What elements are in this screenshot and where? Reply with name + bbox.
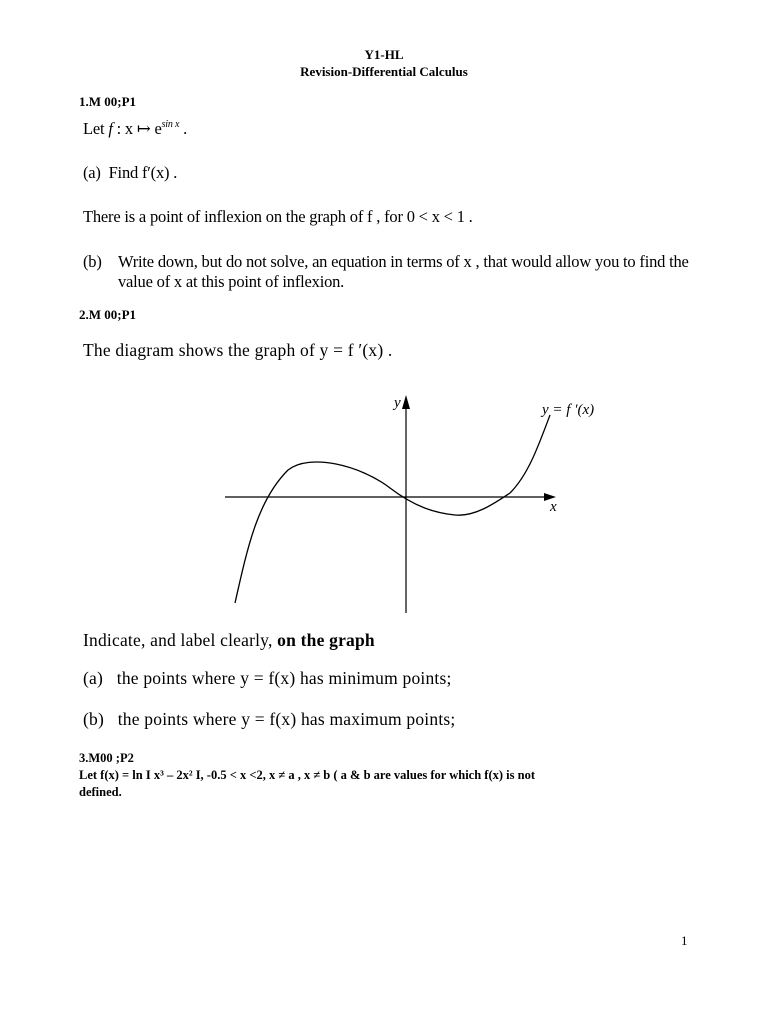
derivative-curve — [235, 415, 550, 603]
q1-part-b-line1: Write down, but do not solve, an equation in terms of x , that would allow you to find the — [118, 252, 689, 271]
derivative-graph — [210, 385, 610, 620]
q2-part-b-text: the points where y = f(x) has maximum points; — [117, 709, 456, 729]
x-axis-label: x — [550, 499, 557, 515]
q1-part-b-label: (b) — [83, 252, 102, 271]
q2-part-a-label: (a) — [83, 668, 104, 688]
page-number: 1 — [681, 933, 688, 948]
q1-part-b-line2: value of x at this point of inflexion. — [118, 272, 345, 291]
q1-inflexion-statement: There is a point of inflexion on the graph of f , for 0 < x < 1 . — [83, 207, 473, 226]
q1-part-a-label: (a) — [83, 163, 101, 182]
document-subtitle: Revision-Differential Calculus — [300, 64, 468, 79]
q3-line1: Let f(x) = ln I x³ – 2x² I, -0.5 < x <2, x ≠ a , x ≠ b ( a & b are values for which f(x) is not — [79, 768, 535, 782]
document-title: Y1-HL — [364, 47, 404, 62]
q1-part-a — [83, 163, 177, 183]
q2-part-a-text: the points where y = f(x) has minimum points; — [116, 668, 452, 688]
q2-part-b-label: (b) — [83, 709, 105, 729]
question-3-label: 3.M00 ;P2 — [79, 751, 134, 765]
question-1-label: 1.M 00;P1 — [79, 94, 137, 109]
q2-part-b — [83, 709, 455, 730]
q2-part-a — [83, 668, 452, 689]
q1-function-definition: Let f : x ↦ $e^{sin x}$ . — [83, 119, 188, 138]
q3-line2: defined. — [79, 785, 122, 799]
y-axis-label: y — [394, 395, 401, 411]
curve-label: y = f ′(x) — [542, 402, 595, 418]
q1-part-a-text: Find f′(x) . — [108, 163, 178, 182]
question-2-label: 2.M 00;P1 — [79, 307, 137, 322]
q2-instruction: Indicate, and label clearly, on the graph — [83, 630, 375, 650]
q2-intro: The diagram shows the graph of y = f ′(x) . — [83, 340, 393, 360]
y-axis-arrow — [402, 395, 410, 409]
